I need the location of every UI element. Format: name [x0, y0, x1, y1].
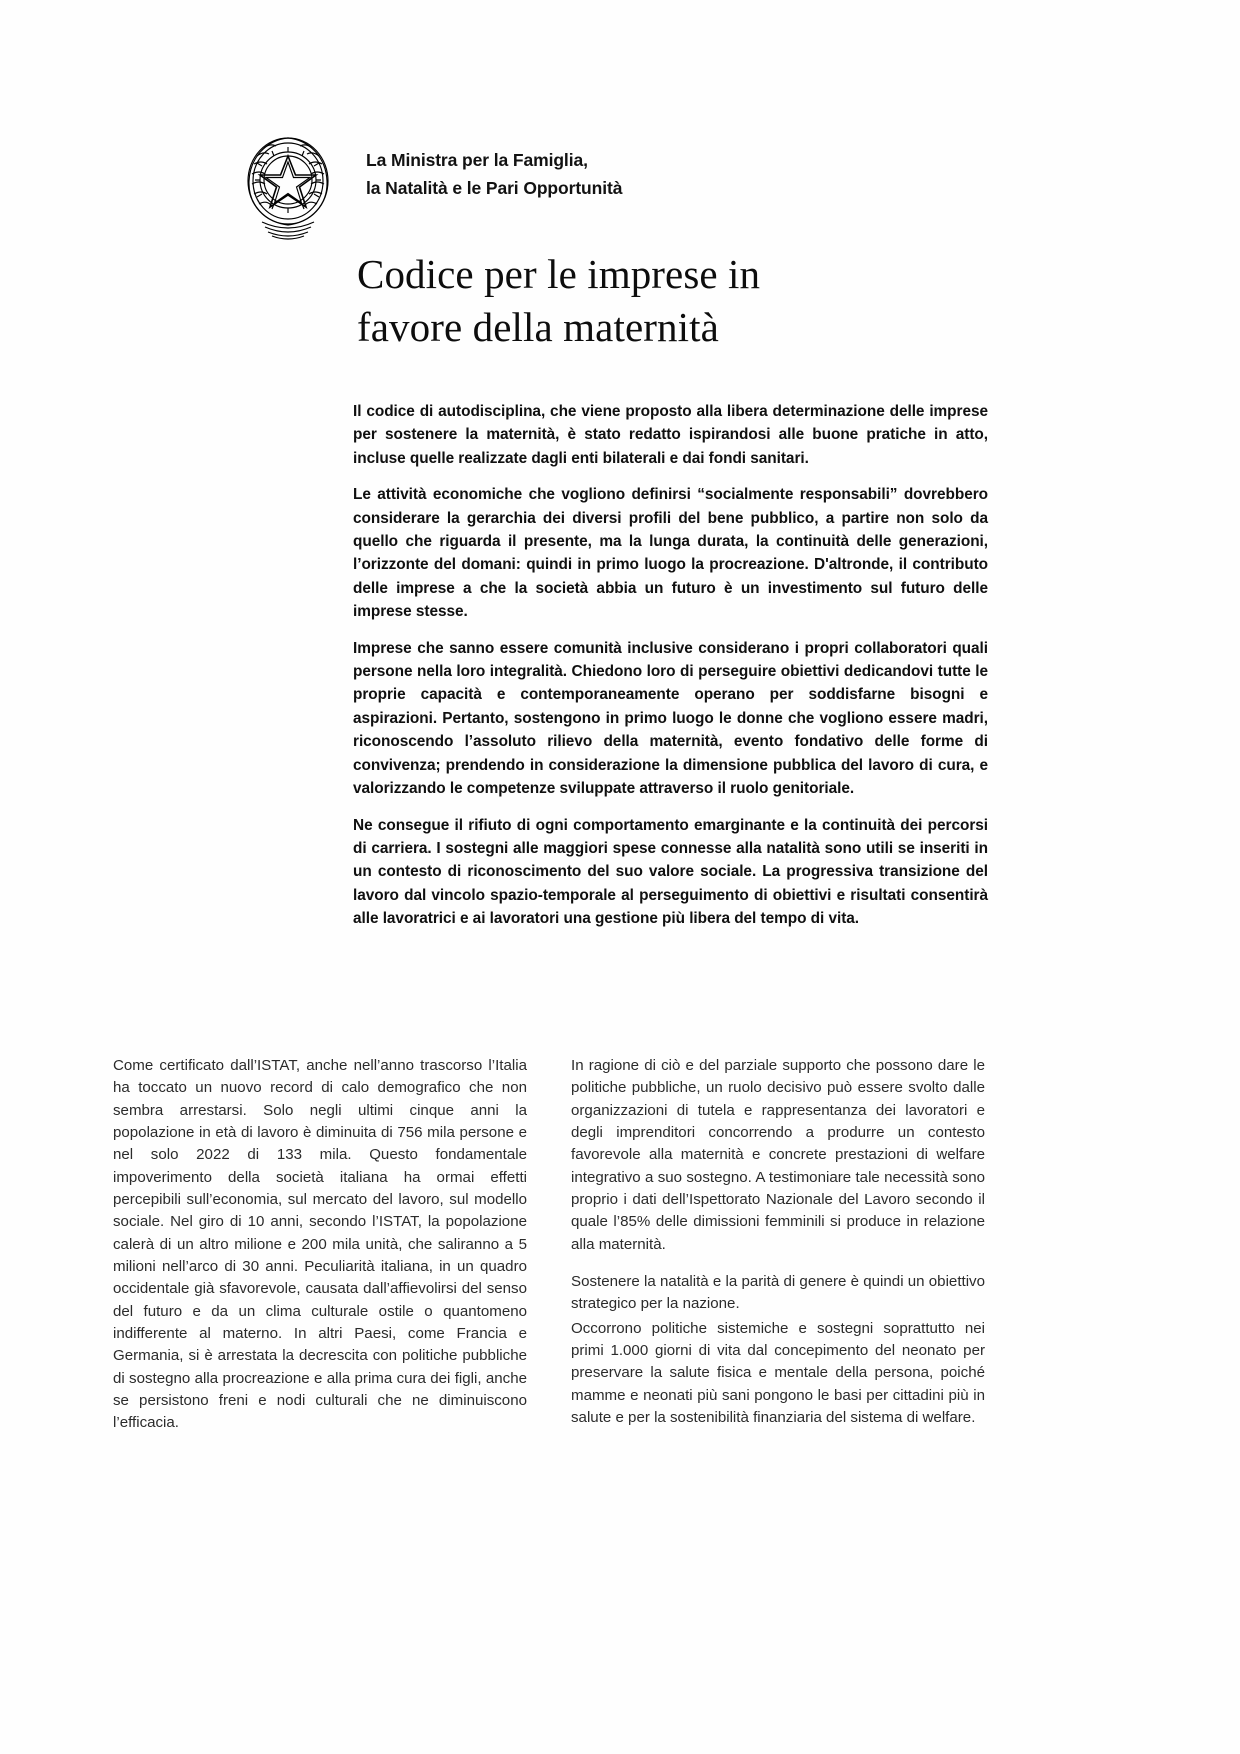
- body-column-right: [571, 1055, 985, 1435]
- document-title-line-2: favore della maternità: [357, 303, 719, 350]
- ministry-line-1: La Ministra per la Famiglia,: [366, 150, 588, 170]
- document-title: [357, 248, 997, 354]
- body-column-left: [113, 1055, 527, 1435]
- body-columns: [113, 1055, 985, 1435]
- lead-paragraph-1: Il codice di autodisciplina, che viene proposto alla libera determinazione delle imprese per sostenere la maternità, è stato redatto ispirandosi alle buone pratiche in atto, incluse quelle realizzate dagli enti bilaterali e dai fondi sanitari.: [353, 403, 988, 467]
- document-title-line-1: Codice per le imprese in: [357, 251, 761, 297]
- right-column-paragraph-2: Sostenere la natalità e la parità di genere è quindi un obiettivo strategico per la nazione.: [571, 1272, 985, 1313]
- lead-paragraph-4: Ne consegue il rifiuto di ogni comportamento emarginante e la continuità dei percorsi di carriera. I sostegni alle maggiori spese connesse alla natalità sono utili se inseriti in un contesto di riconoscimento del suo valore sociale. La progressiva transizione del lavoro dal vincolo spazio-temporale al perseguimento di obiettivi e risultati consentirà alle lavoratrici e ai lavoratori una gestione più libera del tempo di vita.: [353, 816, 988, 928]
- ministry-title: [366, 126, 622, 203]
- right-column-paragraph-1: In ragione di ciò e del parziale supporto che possono dare le politiche pubbliche, un ruolo decisivo può essere svolto dalle organizzazioni di tutela e rappresentanza dei lavoratori e degli imprenditori concorrendo a produrre un contesto favorevole alla maternità e concrete prestazioni di welfare integrativo a suo sostegno. A testimoniare tale necessità sono proprio i dati dell’Ispettorato Nazionale del Lavoro secondo il quale l’85% delle dimissioni femminili si produce in relazione alla maternità.: [571, 1057, 985, 1253]
- ministry-line-2: la Natalità e le Pari Opportunità: [366, 178, 623, 199]
- right-column-paragraph-3: Occorrono politiche sistemiche e sostegni soprattutto nei primi 1.000 giorni di vita dal concepimento del neonato per preservare la salute fisica e mentale della persona, poiché mamme e neonati più sani pongono le basi per cittadini più in salute e per la sostenibilità finanziaria del sistema di welfare.: [571, 1319, 985, 1426]
- lead-paragraph-2: Le attività economiche che vogliono definirsi “socialmente responsabili” dovrebbero considerare la gerarchia dei diversi profili del bene pubblico, a partire non solo da quello che riguarda il presente, ma la lunga durata, la continuità delle generazioni, l’orizzonte del domani: quindi in primo luogo la procreazione. D'altronde, il contributo delle imprese a che la società abbia un futuro è un investimento sul futuro delle imprese stesse.: [353, 486, 988, 621]
- lead-paragraph-3: Imprese che sanno essere comunità inclusive considerano i propri collaboratori quali persone nella loro integralità. Chiedono loro di perseguire obiettivi dedicandovi tutte le proprie capacità e contemporaneamente operano per soddisfarne bisogni e aspirazioni. Pertanto, sostengono in primo luogo le donne che vogliono essere madri, riconoscendo l’assoluto rilievo della maternità, evento fondativo delle forme di convivenza; prendendo in considerazione la dimensione pubblica del lavoro di cura, e valorizzando le competenze sviluppate attraverso il ruolo genitoriale.: [353, 639, 988, 798]
- page-title: [357, 248, 997, 354]
- italian-republic-emblem-icon: [232, 126, 344, 244]
- lead-section: [353, 400, 988, 931]
- left-column-paragraph-1: Come certificato dall’ISTAT, anche nell’anno trascorso l’Italia ha toccato un nuovo record di calo demografico che non sembra arrestarsi. Solo negli ultimi cinque anni la popolazione in età di lavoro è diminuita di 756 mila persone e nel solo 2022 di 133 mila. Questo fondamentale impoverimento della società italiana ha ormai effetti percepibili sull’economia, sul mercato del lavoro, sul modello sociale. Nel giro di 10 anni, secondo l’ISTAT, la popolazione calerà di un altro milione e 200 mila unità, che saliranno a 5 milioni nell’arco di 30 anni. Peculiarità italiana, in un quadro occidentale già sfavorevole, causata dall’affievolirsi del senso del futuro e da un clima culturale ostile o quantomeno indifferente al materno. In altri Paesi, come Francia e Germania, si è arrestata la decrescita con politiche pubbliche di sostegno alla procreazione e alla prima cura dei figli, anche se persistono freni e nodi culturali che ne diminuiscono l’efficacia.: [113, 1057, 527, 1432]
- document-header: [232, 126, 992, 244]
